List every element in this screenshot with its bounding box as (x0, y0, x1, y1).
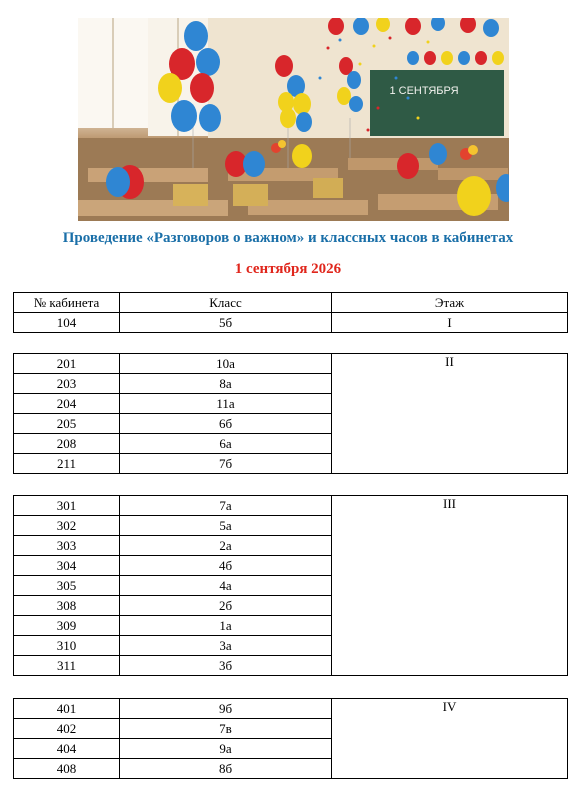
class-cell: 6а (120, 434, 332, 454)
class-cell: 6б (120, 414, 332, 434)
class-cell: 4а (120, 576, 332, 596)
class-cell: 5а (120, 516, 332, 536)
room-cell: 404 (14, 739, 120, 759)
class-cell: 8а (120, 374, 332, 394)
document-title: Проведение «Разговоров о важном» и классных часов в кабинетах (62, 230, 514, 246)
header-photo (78, 18, 509, 221)
floor-cell: IV (332, 699, 568, 779)
document-date: 1 сентября 2026 (234, 261, 342, 277)
room-cell: 303 (14, 536, 120, 556)
room-cell: 402 (14, 719, 120, 739)
floor-cell: II (332, 354, 568, 474)
room-cell: 208 (14, 434, 120, 454)
table-row (14, 699, 568, 719)
table-header-row (14, 293, 568, 313)
class-cell: 2б (120, 596, 332, 616)
room-cell: 302 (14, 516, 120, 536)
chair (173, 184, 208, 206)
room-cell: 204 (14, 394, 120, 414)
room-cell: 309 (14, 616, 120, 636)
header-room: № кабинета (14, 293, 120, 313)
table-row (14, 354, 568, 374)
header-class: Класс (120, 293, 332, 313)
desk (348, 158, 438, 170)
table-row (14, 313, 568, 333)
room-cell: 305 (14, 576, 120, 596)
class-cell: 9б (120, 699, 332, 719)
class-cell: 4б (120, 556, 332, 576)
header-floor: Этаж (332, 293, 568, 313)
chalkboard (370, 70, 504, 136)
floor-cell: I (332, 313, 568, 333)
room-cell: 201 (14, 354, 120, 374)
rooms-table-floor-4 (13, 698, 568, 779)
class-cell: 7б (120, 454, 332, 474)
room-cell: 401 (14, 699, 120, 719)
class-cell: 8б (120, 759, 332, 779)
room-cell: 203 (14, 374, 120, 394)
chair (313, 178, 343, 198)
class-cell: 10а (120, 354, 332, 374)
class-cell: 5б (120, 313, 332, 333)
room-cell: 308 (14, 596, 120, 616)
room-cell: 211 (14, 454, 120, 474)
class-cell: 11а (120, 394, 332, 414)
room-cell: 310 (14, 636, 120, 656)
class-cell: 9а (120, 739, 332, 759)
desk (88, 168, 208, 182)
chalkboard-text: 1 СЕНТЯБРЯ (389, 85, 459, 97)
room-cell: 408 (14, 759, 120, 779)
class-cell: 1а (120, 616, 332, 636)
room-cell: 104 (14, 313, 120, 333)
room-cell: 311 (14, 656, 120, 676)
class-cell: 2а (120, 536, 332, 556)
class-cell: 7а (120, 496, 332, 516)
class-cell: 3а (120, 636, 332, 656)
room-cell: 304 (14, 556, 120, 576)
table-row (14, 496, 568, 516)
room-cell: 301 (14, 496, 120, 516)
rooms-table-floor-2 (13, 353, 568, 474)
class-cell: 7в (120, 719, 332, 739)
class-cell: 3б (120, 656, 332, 676)
rooms-table-floor-3 (13, 495, 568, 676)
rooms-table-floor-1 (13, 292, 568, 333)
room-cell: 205 (14, 414, 120, 434)
chair (233, 184, 268, 206)
floor-cell: III (332, 496, 568, 676)
